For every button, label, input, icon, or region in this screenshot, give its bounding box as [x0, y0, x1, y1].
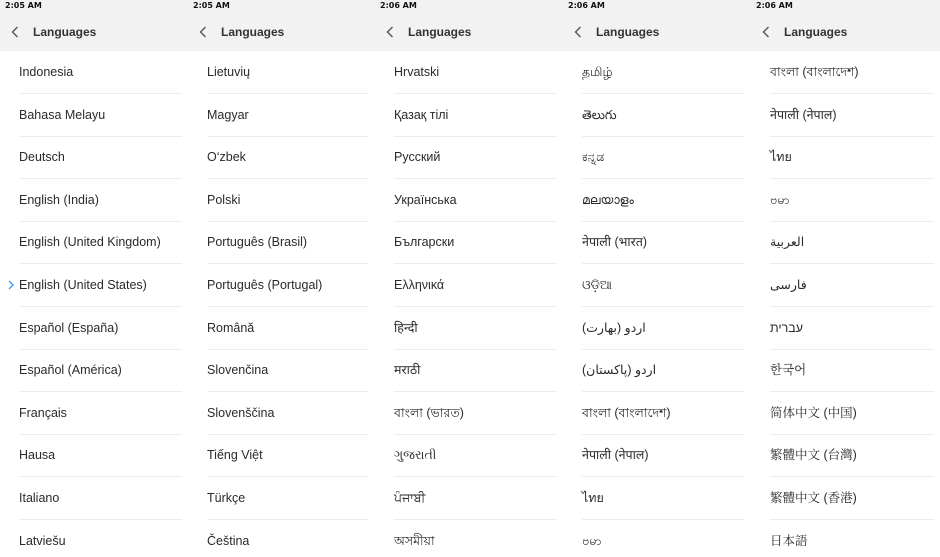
- language-item[interactable]: [770, 434, 940, 477]
- language-item[interactable]: [394, 392, 563, 435]
- language-label: Magyar: [207, 107, 249, 122]
- panel-5: [751, 0, 940, 557]
- panel-2: [188, 0, 375, 557]
- status-time: 2:05 AM: [188, 0, 375, 12]
- language-item[interactable]: [394, 477, 563, 520]
- language-label: ไทย: [770, 150, 792, 165]
- language-item[interactable]: [770, 94, 940, 137]
- back-chevron-icon[interactable]: [762, 26, 770, 38]
- language-label: বাংলা (ভারত): [394, 405, 464, 420]
- language-label: العربية: [770, 235, 805, 250]
- status-time: 2:06 AM: [375, 0, 563, 12]
- language-label: O‘zbek: [207, 150, 246, 165]
- language-item[interactable]: [770, 221, 940, 264]
- language-label: ગુજરાતી: [394, 448, 437, 463]
- language-item[interactable]: [770, 179, 940, 222]
- language-item[interactable]: [19, 349, 188, 392]
- language-item[interactable]: [582, 520, 751, 557]
- language-label: தமிழ்: [582, 65, 613, 79]
- language-item[interactable]: [207, 307, 375, 350]
- language-item[interactable]: [394, 94, 563, 137]
- language-label: Latviešu: [19, 533, 66, 548]
- language-label: മലയാളം: [582, 192, 634, 207]
- language-label: नेपाली (भारत): [582, 235, 648, 250]
- status-time: 2:06 AM: [563, 0, 751, 12]
- language-label: Română: [207, 320, 255, 335]
- language-item[interactable]: [207, 94, 375, 137]
- language-label: नेपाली (नेपाल): [770, 107, 837, 122]
- language-label: Hausa: [19, 448, 56, 463]
- language-label: ไทย: [582, 491, 604, 505]
- language-label: Polski: [207, 192, 241, 207]
- back-chevron-icon[interactable]: [11, 26, 19, 38]
- language-item[interactable]: [394, 307, 563, 350]
- header: [0, 12, 188, 51]
- language-item[interactable]: [19, 179, 188, 222]
- page-title: Languages: [408, 25, 472, 39]
- language-label: Tiếng Việt: [207, 448, 263, 463]
- language-label: Português (Portugal): [207, 278, 323, 292]
- language-item[interactable]: [207, 520, 375, 557]
- language-item[interactable]: [770, 307, 940, 350]
- language-label: অসমীয়া: [394, 533, 435, 548]
- panel-4: [563, 0, 751, 557]
- language-item[interactable]: [394, 221, 563, 264]
- header: [563, 12, 751, 51]
- language-label: English (India): [19, 192, 99, 207]
- language-label: English (United States): [19, 278, 147, 292]
- language-item[interactable]: [394, 349, 563, 392]
- language-item[interactable]: [207, 392, 375, 435]
- language-label: עברית: [770, 320, 804, 335]
- language-label: 繁體中文 (台灣): [770, 448, 857, 463]
- language-item[interactable]: [582, 94, 751, 137]
- status-time: 2:05 AM: [0, 0, 188, 12]
- language-label: Български: [394, 235, 455, 250]
- language-item[interactable]: [19, 307, 188, 350]
- language-label: اردو (بھارت): [582, 320, 646, 335]
- language-item[interactable]: [394, 136, 563, 179]
- language-label: Türkçe: [207, 491, 246, 505]
- language-label: Русский: [394, 150, 441, 165]
- language-item[interactable]: [770, 136, 940, 179]
- language-label: नेपाली (नेपाल): [582, 448, 649, 463]
- page-title: Languages: [33, 25, 97, 39]
- language-item[interactable]: [207, 221, 375, 264]
- language-item[interactable]: [582, 136, 751, 179]
- language-item[interactable]: [582, 434, 751, 477]
- language-label: 简体中文 (中国): [770, 405, 857, 420]
- language-label: 한국어: [770, 363, 807, 378]
- language-item[interactable]: [207, 136, 375, 179]
- language-item[interactable]: [582, 477, 751, 520]
- language-item[interactable]: [394, 264, 563, 307]
- language-label: ਪੰਜਾਬੀ: [394, 491, 426, 505]
- language-label: Slovenčina: [207, 363, 269, 378]
- language-label: Bahasa Melayu: [19, 107, 106, 122]
- language-label: 日本語: [770, 533, 808, 548]
- language-label: मराठी: [394, 363, 421, 378]
- language-item[interactable]: [19, 221, 188, 264]
- language-label: اردو (پاکستان): [582, 363, 657, 378]
- language-item[interactable]: [19, 136, 188, 179]
- language-label: ဗမာ: [770, 192, 790, 207]
- selected-chevron-icon: [8, 280, 14, 290]
- language-item[interactable]: [770, 477, 940, 520]
- language-item[interactable]: [394, 434, 563, 477]
- language-label: Українська: [394, 192, 457, 207]
- header: [188, 12, 375, 51]
- language-label: हिन्दी: [394, 320, 418, 335]
- language-item[interactable]: [394, 520, 563, 557]
- page-title: Languages: [784, 25, 848, 39]
- language-item[interactable]: [19, 434, 188, 477]
- language-item[interactable]: [770, 392, 940, 435]
- language-item[interactable]: [207, 349, 375, 392]
- language-item[interactable]: [582, 179, 751, 222]
- back-chevron-icon[interactable]: [386, 26, 394, 38]
- language-label: Slovenščina: [207, 405, 275, 420]
- language-item[interactable]: [770, 520, 940, 557]
- language-item[interactable]: [19, 392, 188, 435]
- language-item[interactable]: [207, 477, 375, 520]
- language-label: Hrvatski: [394, 65, 440, 79]
- language-label: ಕನ್ನಡ: [582, 150, 605, 165]
- language-item[interactable]: [207, 264, 375, 307]
- language-item[interactable]: [582, 264, 751, 307]
- language-label: Қазақ тілі: [394, 107, 449, 122]
- page-title: Languages: [221, 25, 285, 39]
- language-item[interactable]: [582, 349, 751, 392]
- language-label: Deutsch: [19, 150, 65, 165]
- language-label: فارسی: [770, 278, 807, 292]
- language-label: Français: [19, 405, 67, 420]
- language-item[interactable]: [207, 179, 375, 222]
- header: [375, 12, 563, 51]
- language-label: Italiano: [19, 491, 60, 505]
- language-item[interactable]: [207, 434, 375, 477]
- language-label: 繁體中文 (香港): [770, 491, 857, 505]
- language-label: Español (América): [19, 363, 122, 378]
- back-chevron-icon[interactable]: [574, 26, 582, 38]
- language-label: Português (Brasil): [207, 235, 308, 250]
- status-time: 2:06 AM: [751, 0, 940, 12]
- language-item[interactable]: [19, 477, 188, 520]
- language-item[interactable]: [770, 51, 940, 94]
- language-item[interactable]: [582, 221, 751, 264]
- panel-3: [375, 0, 563, 557]
- language-item[interactable]: [582, 51, 751, 94]
- language-label: Español (España): [19, 320, 119, 335]
- language-label: Indonesia: [19, 65, 74, 79]
- language-label: Lietuvių: [207, 65, 251, 79]
- language-item[interactable]: [770, 349, 940, 392]
- language-item[interactable]: [394, 51, 563, 94]
- language-item[interactable]: [19, 51, 188, 94]
- language-item[interactable]: [19, 94, 188, 137]
- page-title: Languages: [596, 25, 660, 39]
- language-item[interactable]: [394, 179, 563, 222]
- language-label: বাংলা (বাংলাদেশ): [582, 405, 671, 420]
- language-item[interactable]: [207, 51, 375, 94]
- language-label: ଓଡ଼ିଆ: [582, 278, 612, 292]
- language-label: ဗမာ: [582, 533, 602, 548]
- language-label: English (United Kingdom): [19, 235, 161, 250]
- language-item[interactable]: [582, 392, 751, 435]
- language-label: Čeština: [207, 533, 250, 548]
- panel-1: [0, 0, 188, 557]
- language-label: বাংলা (বাংলাদেশ): [770, 65, 859, 79]
- back-chevron-icon[interactable]: [199, 26, 207, 38]
- language-item[interactable]: [582, 307, 751, 350]
- language-label: Ελληνικά: [394, 278, 445, 292]
- language-item[interactable]: [19, 264, 188, 307]
- language-item[interactable]: [770, 264, 940, 307]
- header: [751, 12, 940, 51]
- language-label: తెలుగు: [582, 107, 617, 122]
- language-item[interactable]: [19, 520, 188, 557]
